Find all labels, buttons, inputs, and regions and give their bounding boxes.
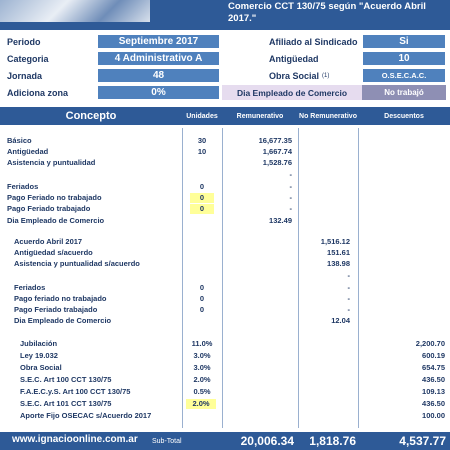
- info-row-categoria: [0, 50, 450, 66]
- row-concepto: Pago Feriado trabajado: [7, 204, 91, 213]
- header-unidades: Unidades: [186, 112, 218, 120]
- table-header: [0, 107, 450, 125]
- row-no-remunerativo: -: [347, 283, 350, 292]
- subtotal-label: Sub-Total: [152, 438, 182, 445]
- row-concepto: Básico: [7, 136, 32, 145]
- row-unidades[interactable]: 0: [199, 182, 205, 191]
- row-remunerativo: -: [289, 182, 292, 191]
- table-row: [0, 375, 450, 385]
- row-concepto: Pago Feriado trabajado: [14, 305, 98, 314]
- row-remunerativo: 132.49: [269, 216, 292, 225]
- row-descuento: 109.13: [422, 387, 445, 396]
- table-row: [0, 147, 450, 157]
- row-concepto: Jubilación: [20, 339, 58, 348]
- jornada-label: Jornada: [7, 70, 43, 81]
- row-concepto: S.E.C. Art 101 CCT 130/75: [20, 399, 112, 408]
- row-unidades[interactable]: 0: [199, 294, 205, 303]
- row-remunerativo: 1,667.74: [262, 147, 292, 156]
- table-row: [0, 271, 450, 281]
- row-concepto: Feriados: [7, 182, 39, 191]
- obra-social-label: [262, 68, 362, 83]
- adiciona-zona-label: Adiciona zona: [7, 87, 69, 98]
- table-row: [0, 294, 450, 304]
- row-remunerativo: 16,677.35: [258, 136, 292, 145]
- antiguedad-input[interactable]: 10: [362, 51, 446, 66]
- footer-bar: [0, 432, 450, 450]
- periodo-select[interactable]: Septiembre 2017: [97, 34, 220, 49]
- row-unidades: 3.0%: [193, 363, 211, 372]
- afiliado-label: Afiliado al Sindicado: [269, 36, 358, 47]
- table-row: [0, 399, 450, 409]
- row-concepto: Antigüedad s/acuerdo: [14, 248, 93, 257]
- info-row-jornada: [0, 67, 450, 83]
- site-link[interactable]: www.ignacioonline.com.ar: [12, 434, 138, 445]
- row-no-remunerativo: -: [347, 305, 350, 314]
- row-concepto: S.E.C. Art 100 CCT 130/75: [20, 375, 112, 384]
- table-row: [0, 363, 450, 373]
- row-no-remunerativo: 1,516.12: [320, 237, 350, 246]
- row-unidades[interactable]: 10: [197, 147, 207, 156]
- row-concepto: Pago feriado no trabajado: [14, 294, 107, 303]
- row-no-remunerativo: -: [347, 271, 350, 280]
- table-row: [0, 216, 450, 226]
- categoria-label: Categoria: [7, 53, 49, 64]
- table-row: [0, 158, 450, 168]
- row-concepto: Aporte Fijo OSECAC s/Acuerdo 2017: [20, 411, 152, 420]
- dia-empleado-label: Dia Empleado de Comercio: [222, 85, 362, 100]
- row-concepto: Feriados: [14, 283, 46, 292]
- table-row: [0, 411, 450, 421]
- row-unidades-input[interactable]: 0: [190, 193, 214, 203]
- total-descuentos: 4,537.77: [399, 434, 446, 448]
- row-unidades[interactable]: 0: [199, 283, 205, 292]
- row-concepto: Obra Social: [20, 363, 62, 372]
- row-unidades: 0.5%: [193, 387, 211, 396]
- header-no-remunerativo: No Remunerativo: [299, 112, 357, 120]
- row-descuento: 600.19: [422, 351, 445, 360]
- adiciona-zona-input[interactable]: 0%: [97, 85, 220, 100]
- row-concepto: Acuerdo Abril 2017: [14, 237, 83, 246]
- row-concepto: Antigüedad: [7, 147, 49, 156]
- row-remunerativo: 1,528.76: [262, 158, 292, 167]
- row-concepto: F.A.E.C.y.S. Art 100 CCT 130/75: [20, 387, 131, 396]
- table-row: [0, 237, 450, 247]
- table-row: [0, 204, 450, 214]
- afiliado-select[interactable]: Si: [362, 34, 446, 49]
- row-unidades[interactable]: 0: [199, 305, 205, 314]
- table-row: [0, 193, 450, 203]
- obra-social-label-text: Obra Social: [269, 70, 320, 81]
- row-unidades: 3.0%: [193, 351, 211, 360]
- row-unidades-input[interactable]: 0: [190, 204, 214, 214]
- header-image: [0, 0, 150, 22]
- row-no-remunerativo: 138.98: [327, 259, 350, 268]
- table-body: [0, 128, 450, 428]
- row-unidades: 11.0%: [191, 339, 213, 348]
- obra-social-note: (1): [322, 72, 330, 79]
- table-row: [0, 387, 450, 397]
- table-row: [0, 283, 450, 293]
- table-row: [0, 170, 450, 180]
- row-unidades: 2.0%: [193, 375, 211, 384]
- row-remunerativo: -: [289, 170, 292, 179]
- header-concepto: Concepto: [65, 110, 117, 122]
- table-row: [0, 182, 450, 192]
- table-row: [0, 248, 450, 258]
- info-row-adiciona: [0, 84, 450, 100]
- row-unidades[interactable]: 30: [197, 136, 207, 145]
- row-descuento: 436.50: [422, 399, 445, 408]
- jornada-input[interactable]: 48: [97, 68, 220, 83]
- header-band: [0, 0, 450, 30]
- row-descuento: 100.00: [422, 411, 445, 420]
- row-concepto: Dia Empleado de Comercio: [14, 316, 112, 325]
- row-remunerativo: -: [289, 193, 292, 202]
- row-concepto: Dia Empleado de Comercio: [7, 216, 105, 225]
- table-row: [0, 305, 450, 315]
- row-no-remunerativo: 12.04: [331, 316, 350, 325]
- row-descuento: 654.75: [422, 363, 445, 372]
- row-concepto: Pago Feriado no trabajado: [7, 193, 102, 202]
- row-concepto: Asistencia y puntualidad s/acuerdo: [14, 259, 140, 268]
- header-remunerativo: Remunerativo: [236, 112, 284, 120]
- dia-empleado-select[interactable]: No trabajó: [362, 85, 446, 100]
- table-row: [0, 136, 450, 146]
- row-no-remunerativo: -: [347, 294, 350, 303]
- total-remunerativo: 20,006.34: [240, 434, 294, 448]
- row-descuento: 436.50: [422, 375, 445, 384]
- info-row-periodo: [0, 33, 450, 49]
- row-concepto: Asistencia y puntualidad: [7, 158, 96, 167]
- row-no-remunerativo: 151.61: [327, 248, 350, 257]
- categoria-select[interactable]: 4 Administrativo A: [97, 51, 220, 66]
- info-panel: [0, 33, 450, 103]
- table-row: [0, 351, 450, 361]
- antiguedad-label: Antigüedad: [269, 53, 319, 64]
- row-concepto: Ley 19.032: [20, 351, 58, 360]
- obra-social-select[interactable]: O.S.E.C.A.C.: [362, 68, 446, 83]
- total-no-remunerativo: 1,818.76: [309, 434, 356, 448]
- row-unidades-input[interactable]: 2.0%: [186, 399, 216, 409]
- table-row: [0, 316, 450, 326]
- table-row: [0, 339, 450, 349]
- page-title: Comercio CCT 130/75 según "Acuerdo Abril 2017.": [228, 1, 426, 24]
- row-descuento: 2,200.70: [415, 339, 445, 348]
- table-row: [0, 259, 450, 269]
- row-remunerativo: -: [289, 204, 292, 213]
- periodo-label: Periodo: [7, 36, 41, 47]
- header-descuentos: Descuentos: [384, 112, 424, 120]
